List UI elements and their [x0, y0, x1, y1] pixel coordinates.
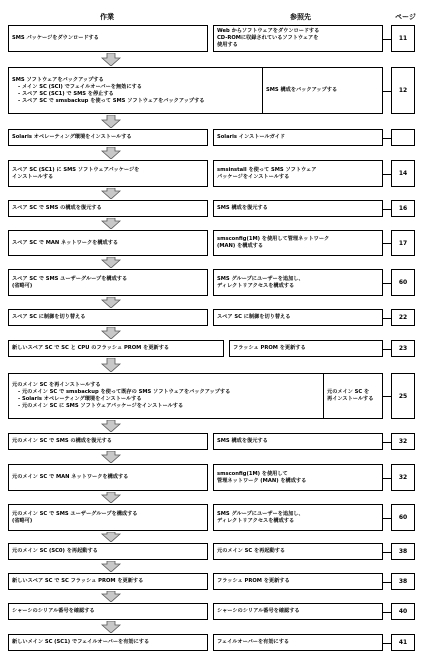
task-box [8, 230, 208, 256]
reference-box [229, 340, 383, 357]
flow-down-arrow-icon [101, 327, 121, 339]
task-box-line: スペア SC で SMS の構成を復元する [12, 205, 102, 211]
page-number-box: 12 [391, 67, 415, 114]
row-connector-line [383, 643, 391, 644]
task-box [8, 634, 208, 651]
task-box-line: (省略可) [12, 282, 33, 289]
row-connector-line [383, 349, 391, 350]
reference-box-line: 再インストールする [327, 396, 374, 402]
task-box [8, 269, 208, 296]
flow-down-arrow-icon [101, 532, 121, 542]
header-reference: 参照先 [290, 13, 311, 21]
reference-box [213, 25, 383, 52]
task-box-line: SMS ソフトウェアをバックアップする [12, 76, 104, 83]
task-box [8, 543, 208, 560]
page-number-box: 22 [391, 309, 415, 326]
reference-box [213, 543, 383, 560]
task-box-line: スペア SC で MAN ネットワークを構成する [12, 239, 119, 246]
task-box-line: 元のメイン SC を再インストールする [12, 382, 101, 388]
page-number-box: 60 [391, 504, 415, 531]
task-box [8, 160, 208, 187]
task-box-line: Solaris オペレーティング環境をインストールする [12, 134, 132, 140]
header-task: 作業 [100, 13, 114, 21]
reference-box-line: SMS 構成を復元する [217, 205, 268, 211]
flow-down-arrow-icon [101, 218, 121, 229]
flow-down-arrow-icon [101, 188, 121, 199]
flow-down-arrow-icon [101, 492, 121, 503]
task-box [8, 67, 265, 114]
task-box-line: 新しいスペア SC で SC フラッシュ PROM を更新する [12, 578, 144, 584]
page-number-box: 38 [391, 543, 415, 560]
task-box [8, 603, 208, 620]
reference-box-line: シャーシのシリアル番号を確認する [217, 608, 300, 614]
reference-box-line: 元のメイン SC を [327, 389, 370, 395]
task-box-line: シャーシのシリアル番号を確認する [12, 608, 95, 614]
reference-box [213, 573, 383, 590]
page-number-box: 14 [391, 160, 415, 187]
task-box-line: 新しいメイン SC (SC1) でフェイルオーバーを有効にする [12, 639, 150, 645]
reference-box-line: フェイルオーバーを有効にする [217, 639, 290, 645]
flow-down-arrow-icon [101, 257, 121, 268]
task-box-line: - 元のメイン SC に SMS ソフトウェアパッケージをインストールする [18, 403, 184, 409]
page-number-box: 32 [391, 464, 415, 491]
reference-box [213, 634, 383, 651]
row-connector-line [383, 138, 391, 139]
reference-box [213, 230, 383, 256]
task-box [8, 340, 224, 357]
task-box [8, 433, 208, 450]
reference-box [213, 160, 383, 187]
reference-box-line: SMS 構成をバックアップする [266, 87, 338, 93]
task-box [8, 504, 208, 531]
reference-box-line: smsconfig(1M) を使用して管理ネットワーク [217, 236, 330, 242]
row-connector-line [383, 243, 391, 244]
flow-down-arrow-icon [101, 451, 121, 463]
reference-box [262, 67, 383, 114]
task-box-line: スペア SC で SMS ユーザーグループを構成する [12, 275, 128, 282]
row-connector-line [383, 518, 391, 519]
task-box [8, 464, 208, 491]
page-number-box: 40 [391, 603, 415, 620]
reference-box-line: 使用する [217, 42, 238, 48]
task-box-line: - メイン SC (SCI) でフェイルオーバーを無効にする [18, 83, 142, 90]
flow-down-arrow-icon [101, 53, 121, 66]
reference-box [213, 603, 383, 620]
reference-box [213, 464, 383, 491]
reference-box-line: SMS 構成を復元する [217, 438, 268, 444]
reference-box-line: 管理ネットワーク (MAN) を構成する [217, 477, 307, 484]
task-box-line: - 元のメイン SC で smsbackup を使って既存の SMS ソフトウェアをバックアップする [18, 389, 231, 395]
reference-box-line: フラッシュ PROM を更新する [233, 345, 306, 351]
page-number-box: 60 [391, 269, 415, 296]
flow-down-arrow-icon [101, 115, 121, 128]
task-box-line: (省略可) [12, 517, 33, 524]
reference-box [213, 200, 383, 217]
page-number-box: 41 [391, 634, 415, 651]
task-box-line: インストールする [12, 173, 54, 180]
row-connector-line [383, 396, 391, 397]
row-connector-line [383, 209, 391, 210]
reference-box-line: スペア SC に制御を切り替える [217, 314, 291, 320]
task-box-line: スペア SC (SC1) に SMS ソフトウェアパッケージを [12, 166, 140, 173]
row-connector-line [383, 174, 391, 175]
page-number-box [391, 129, 415, 146]
page-number-box: 38 [391, 573, 415, 590]
reference-box-line: smsinstall を使って SMS ソフトウェア [217, 166, 317, 173]
task-box [8, 25, 208, 52]
task-box-line: 元のメイン SC (SC0) を再起動する [12, 548, 98, 554]
reference-box-line: SMS グループにユーザーを追加し、 [217, 275, 304, 282]
row-connector-line [383, 552, 391, 553]
reference-box-line: ディレクトリアクセスを構成する [217, 517, 295, 524]
task-box [8, 373, 325, 419]
reference-box-line: ディレクトリアクセスを構成する [217, 282, 295, 289]
reference-box-line: パッケージをインストールする [217, 173, 290, 180]
flow-down-arrow-icon [101, 147, 121, 159]
row-connector-line [383, 91, 391, 92]
page-number-box: 16 [391, 200, 415, 217]
reference-box-line: Web からソフトウェアをダウンロードする [217, 28, 320, 34]
flow-down-arrow-icon [101, 561, 121, 572]
task-box-line: - Solaris オペレーティング環境をインストールする [18, 396, 142, 402]
task-box-line: - スペア SC で smsbackup を使って SMS ソフトウェアをバックアップする [18, 97, 205, 104]
page-number-box: 17 [391, 230, 415, 256]
header-page: ページ [395, 13, 416, 21]
flow-down-arrow-icon [101, 420, 121, 432]
flow-down-arrow-icon [101, 621, 121, 633]
task-box [8, 573, 208, 590]
reference-box-line: (MAN) を構成する [217, 243, 264, 249]
flow-down-arrow-icon [101, 591, 121, 602]
reference-box-line: smsconfig(1M) を使用して [217, 470, 288, 477]
task-box-line: 新しいスペア SC で SC と CPU のフラッシュ PROM を更新する [12, 345, 170, 351]
reference-box [323, 373, 383, 419]
task-box [8, 129, 208, 146]
task-box-line: 元のメイン SC で SMS の構成を復元する [12, 438, 112, 444]
flow-down-arrow-icon [101, 358, 121, 372]
reference-box-line: フラッシュ PROM を更新する [217, 578, 290, 584]
task-box-line: - スペア SC (SC1) で SMS を停止する [18, 90, 114, 97]
flow-down-arrow-icon [101, 297, 121, 308]
row-connector-line [383, 283, 391, 284]
reference-box [213, 504, 383, 531]
reference-box-line: 元のメイン SC を再起動する [217, 548, 286, 554]
row-connector-line [383, 582, 391, 583]
task-box-line: SMS パッケージをダウンロードする [12, 35, 99, 41]
page-number-box: 23 [391, 340, 415, 357]
task-box-line: スペア SC に制御を切り替える [12, 314, 86, 320]
reference-box [213, 129, 383, 146]
row-connector-line [383, 39, 391, 40]
row-connector-line [383, 318, 391, 319]
reference-box [213, 269, 383, 296]
reference-box-line: CD-ROMに収録されているソフトウェアを [217, 35, 319, 41]
reference-box [213, 309, 383, 326]
row-connector-line [383, 442, 391, 443]
reference-box [213, 433, 383, 450]
task-box [8, 200, 208, 217]
task-box [8, 309, 208, 326]
page-number-box: 11 [391, 25, 415, 52]
reference-box-line: Solaris インストールガイド [217, 134, 286, 140]
page-number-box: 25 [391, 373, 415, 419]
task-box-line: 元のメイン SC で SMS ユーザーグループを構成する [12, 510, 138, 517]
row-connector-line [383, 612, 391, 613]
reference-box-line: SMS グループにユーザーを追加し、 [217, 510, 304, 517]
page-number-box: 32 [391, 433, 415, 450]
row-connector-line [383, 478, 391, 479]
task-box-line: 元のメイン SC で MAN ネットワークを構成する [12, 474, 129, 480]
